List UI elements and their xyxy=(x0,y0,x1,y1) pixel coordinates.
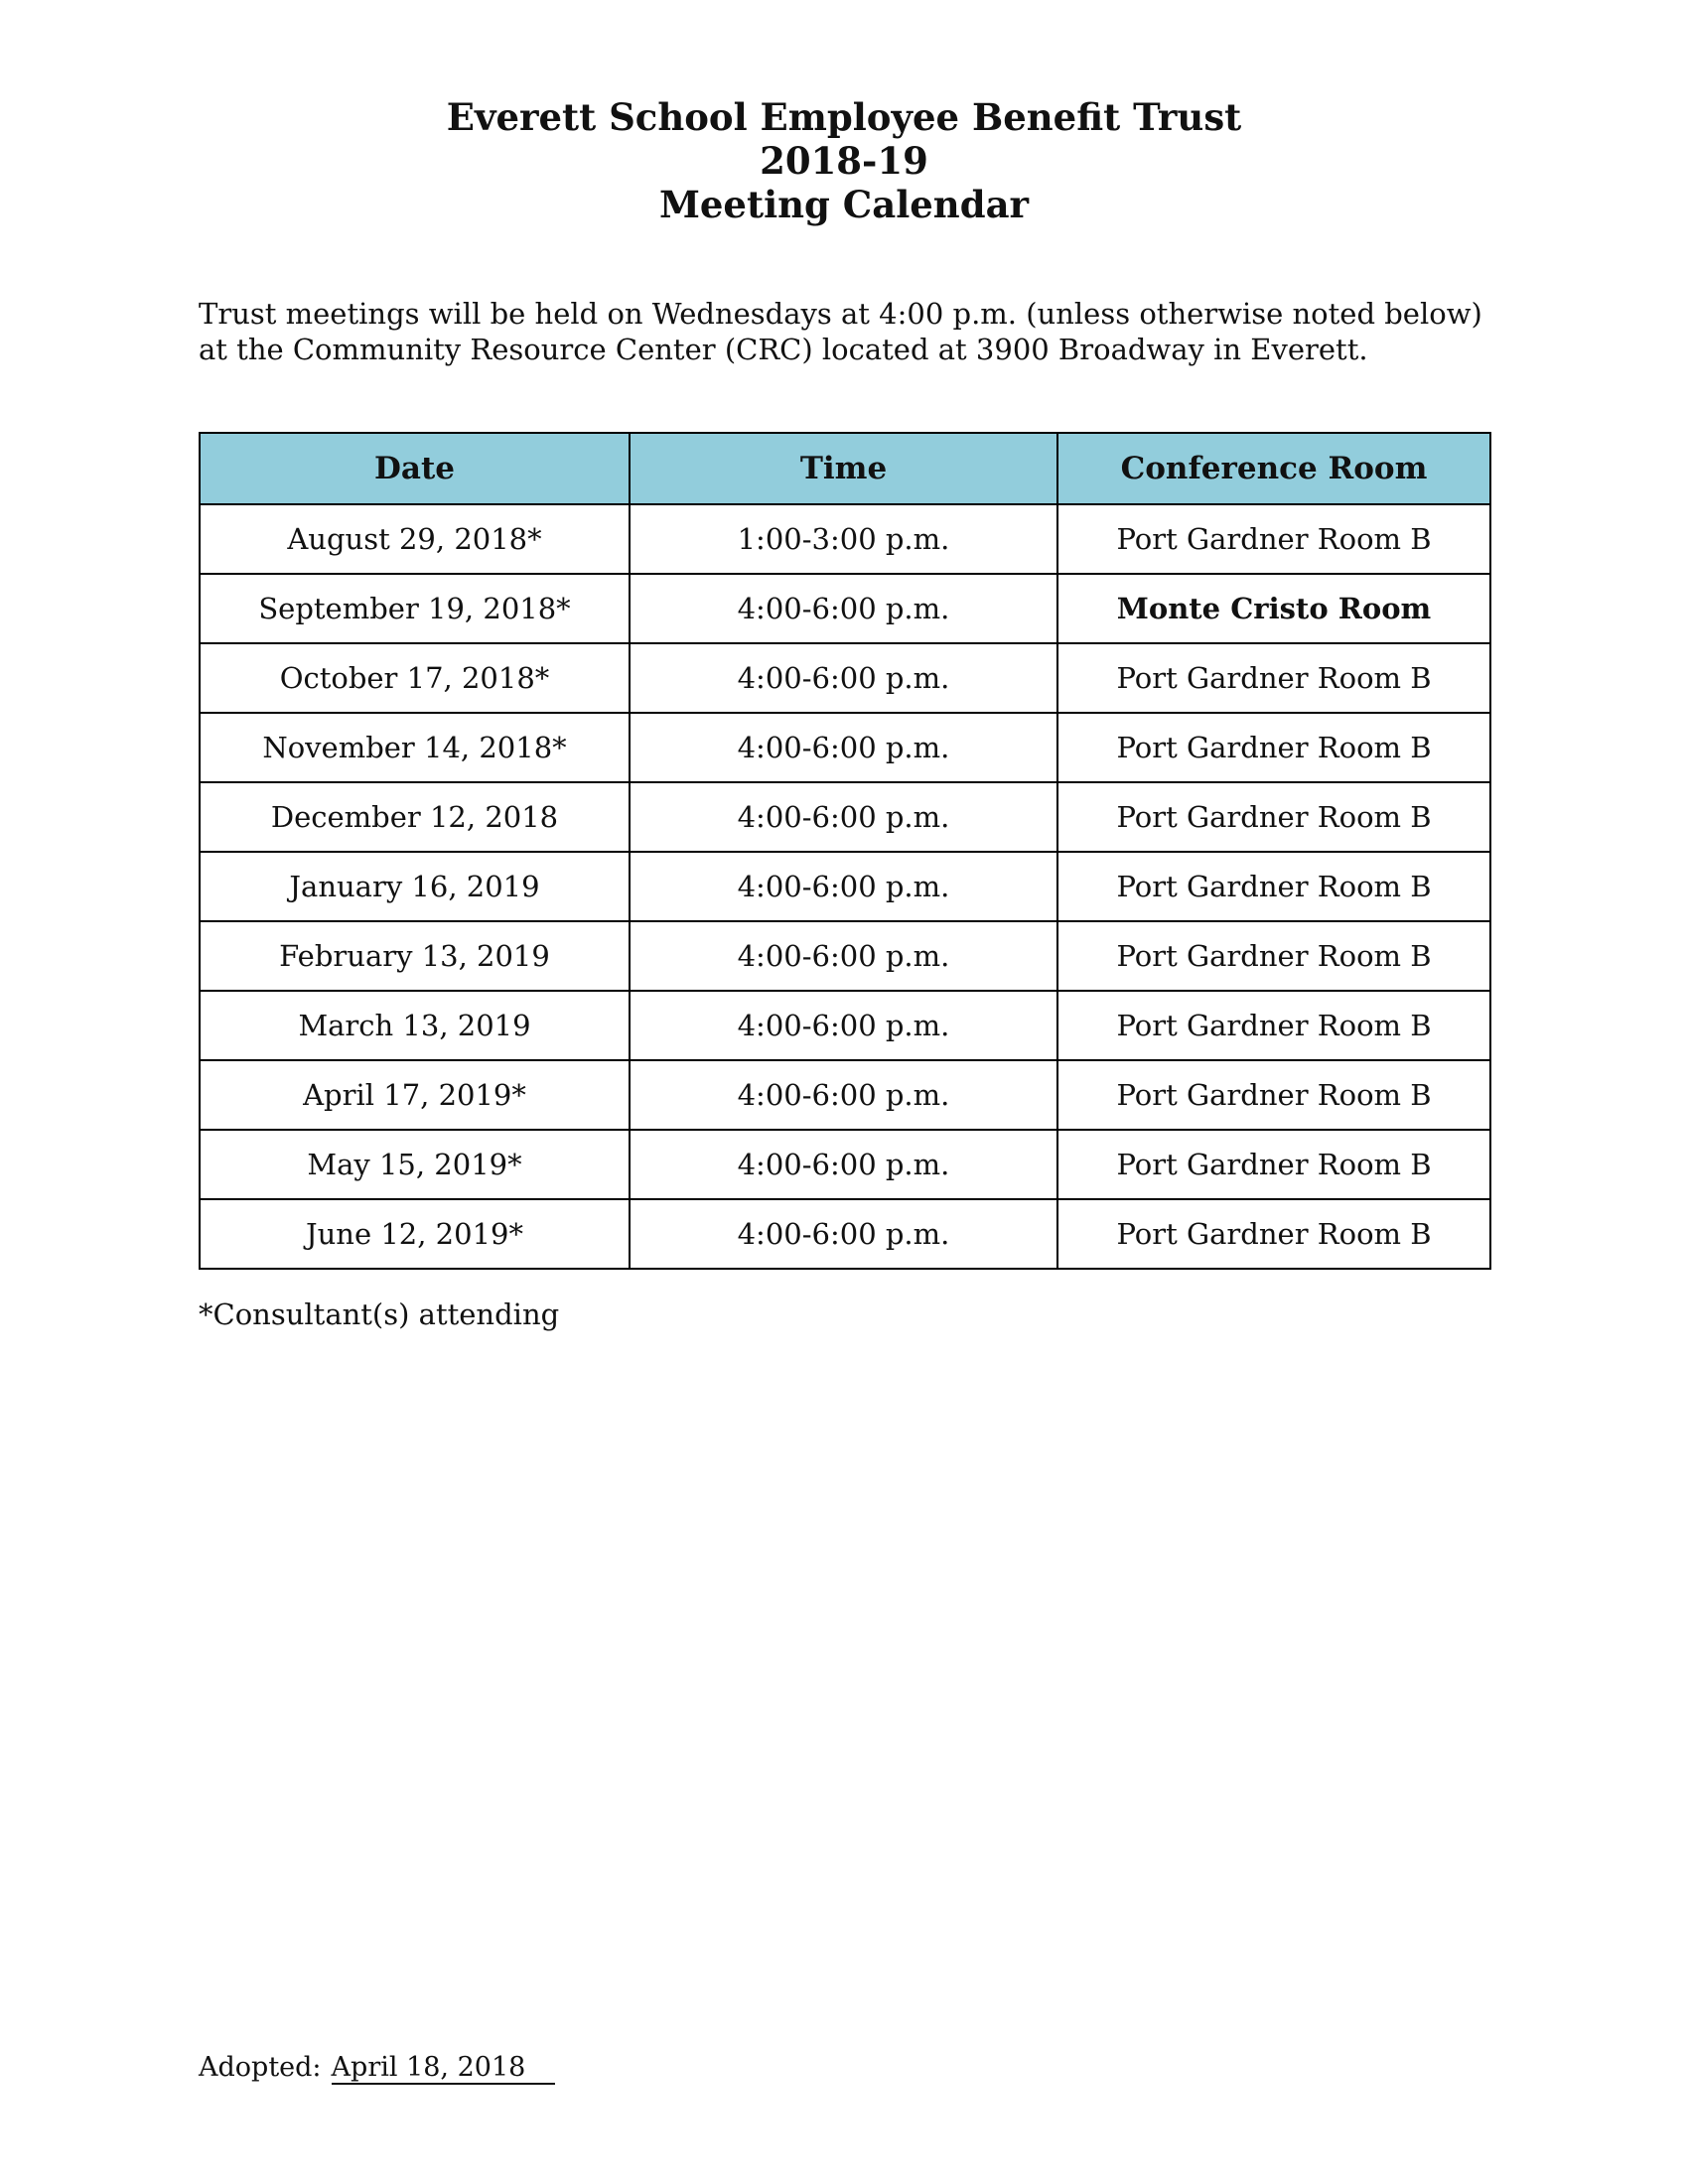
room-cell: Port Gardner Room B xyxy=(1057,991,1490,1060)
time-cell: 4:00-6:00 p.m. xyxy=(630,643,1057,713)
title-calendar: Meeting Calendar xyxy=(658,183,1030,226)
date-cell: August 29, 2018* xyxy=(200,504,630,574)
time-cell: 4:00-6:00 p.m. xyxy=(630,1199,1057,1269)
time-cell: 4:00-6:00 p.m. xyxy=(630,852,1057,921)
time-cell: 4:00-6:00 p.m. xyxy=(630,782,1057,852)
table-row xyxy=(200,1130,1490,1199)
table-row xyxy=(200,782,1490,852)
time-cell: 4:00-6:00 p.m. xyxy=(630,991,1057,1060)
room-cell: Port Gardner Room B xyxy=(1057,1060,1490,1130)
intro-paragraph: Trust meetings will be held on Wednesdays at 4:00 p.m. (unless otherwise noted below) at the Community Resource Center (CRC) located at 3900 Broadway in Everett. xyxy=(199,297,1482,366)
table-row xyxy=(200,1060,1490,1130)
room-cell: Port Gardner Room B xyxy=(1057,1199,1490,1269)
header-conference-room: Conference Room xyxy=(1057,433,1490,504)
table-row xyxy=(200,921,1490,991)
date-cell: October 17, 2018* xyxy=(200,643,630,713)
header-date: Date xyxy=(200,433,630,504)
date-cell: September 19, 2018* xyxy=(200,574,630,643)
footnote: *Consultant(s) attending xyxy=(199,1297,560,1331)
room-cell: Port Gardner Room B xyxy=(1057,852,1490,921)
adopted-line xyxy=(199,2051,555,2085)
room-cell: Port Gardner Room B xyxy=(1057,713,1490,782)
date-cell: April 17, 2019* xyxy=(200,1060,630,1130)
date-cell: June 12, 2019* xyxy=(200,1199,630,1269)
room-cell: Port Gardner Room B xyxy=(1057,1130,1490,1199)
table-row xyxy=(200,852,1490,921)
table-row xyxy=(200,991,1490,1060)
time-cell: 4:00-6:00 p.m. xyxy=(630,574,1057,643)
date-cell: February 13, 2019 xyxy=(200,921,630,991)
title-organization: Everett School Employee Benefit Trust xyxy=(446,95,1242,139)
table-row xyxy=(200,504,1490,574)
table-row xyxy=(200,1199,1490,1269)
table-body xyxy=(200,504,1490,1269)
date-cell: March 13, 2019 xyxy=(200,991,630,1060)
date-cell: December 12, 2018 xyxy=(200,782,630,852)
document-title xyxy=(0,95,1688,226)
time-cell: 4:00-6:00 p.m. xyxy=(630,1130,1057,1199)
table-row xyxy=(200,574,1490,643)
room-cell: Port Gardner Room B xyxy=(1057,504,1490,574)
meeting-calendar-table xyxy=(199,432,1491,1270)
date-cell: November 14, 2018* xyxy=(200,713,630,782)
title-year: 2018-19 xyxy=(760,139,928,183)
time-cell: 4:00-6:00 p.m. xyxy=(630,713,1057,782)
time-cell: 4:00-6:00 p.m. xyxy=(630,921,1057,991)
time-cell: 1:00-3:00 p.m. xyxy=(630,504,1057,574)
date-cell: January 16, 2019 xyxy=(200,852,630,921)
room-cell: Port Gardner Room B xyxy=(1057,643,1490,713)
table-row xyxy=(200,713,1490,782)
table-row xyxy=(200,643,1490,713)
adopted-label: Adopted: xyxy=(199,2052,322,2083)
time-cell: 4:00-6:00 p.m. xyxy=(630,1060,1057,1130)
room-cell: Monte Cristo Room xyxy=(1057,574,1490,643)
table-header-row xyxy=(200,433,1490,504)
date-cell: May 15, 2019* xyxy=(200,1130,630,1199)
room-cell: Port Gardner Room B xyxy=(1057,921,1490,991)
room-cell: Port Gardner Room B xyxy=(1057,782,1490,852)
header-time: Time xyxy=(630,433,1057,504)
adopted-date: April 18, 2018 xyxy=(332,2053,555,2085)
